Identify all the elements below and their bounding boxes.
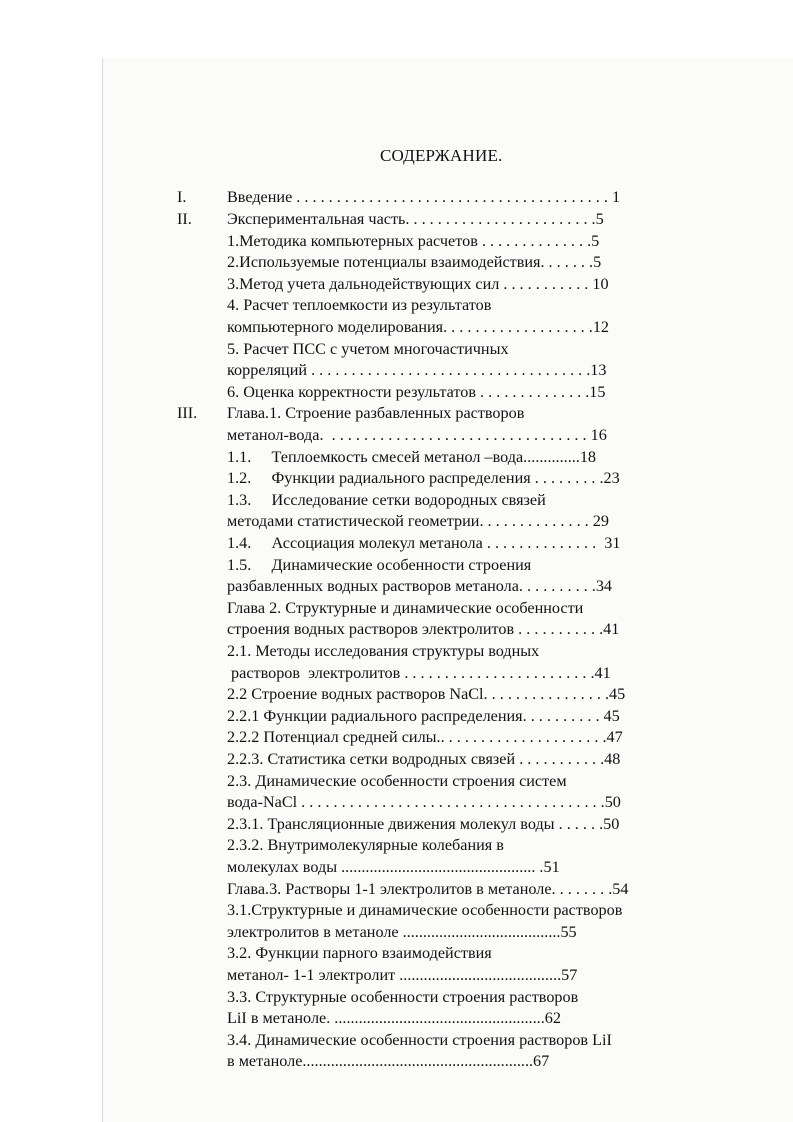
toc-entry: 1.1. Теплоемкость смесей метанол –вода..............18: [227, 448, 597, 466]
roman-numeral-iii: III.: [177, 404, 198, 422]
toc-entry: 3.Метод учета дальнодействующих сил . . . . . . . . . . . 10: [227, 275, 609, 293]
toc-entry: 3.2. Функции парного взаимодействия: [227, 944, 492, 962]
toc-entry: 1.Методика компьютерных расчетов . . . . . . . . . . . . . .5: [227, 232, 600, 250]
toc-entry: 2.2.3. Статистика сетки водродных связей . . . . . . . . . . .48: [227, 750, 621, 768]
toc-entry: методами статистической геометрии. . . . . . . . . . . . . . 29: [227, 512, 609, 530]
toc-title: СОДЕРЖАНИЕ.: [380, 146, 503, 165]
toc-entry: метанол- 1-1 электролит ........................................57: [227, 966, 578, 984]
toc-entry: 2.1. Методы исследования структуры водных: [227, 642, 540, 660]
toc-entry: электролитов в метаноле .......................................55: [227, 923, 577, 941]
toc-entry: корреляций . . . . . . . . . . . . . . . . . . . . . . . . . . . . . . . . . . .13: [227, 361, 607, 379]
toc-entry: LiI в метаноле. ....................................................62: [227, 1009, 561, 1027]
toc-entry: молекулах воды ................................................ .51: [227, 858, 560, 876]
toc-entry: 2.3.2. Внутримолекулярные колебания в: [227, 836, 504, 854]
toc-entry: Глава.1. Строение разбавленных растворов: [227, 404, 525, 422]
toc-entry: Введение . . . . . . . . . . . . . . . . . . . . . . . . . . . . . . . . . . . . . . . 1: [227, 188, 621, 206]
toc-entry: разбавленных водных растворов метанола. . . . . . . . . .34: [227, 577, 613, 595]
toc-entry: компьютерного моделирования. . . . . . . . . . . . . . . . . . .12: [227, 318, 610, 336]
toc-entry: 5. Расчет ПСС с учетом многочастичных: [227, 340, 509, 358]
toc-entry: Экспериментальная часть. . . . . . . . . . . . . . . . . . . . . . . .5: [227, 210, 604, 228]
toc-entry: 2.2 Строение водных растворов NaCl. . . . . . . . . . . . . . . .45: [227, 685, 626, 703]
toc-entry: Глава 2. Структурные и динамические особенности: [227, 599, 584, 617]
roman-numeral-ii: II.: [177, 210, 192, 228]
toc-entry: вода-NaCl . . . . . . . . . . . . . . . . . . . . . . . . . . . . . . . . . . . . . .50: [227, 793, 621, 811]
toc-entry: 1.3. Исследование сетки водородных связей: [227, 491, 546, 509]
toc-entry: 2.2.2 Потенциал средней силы.. . . . . . . . . . . . . . . . . . . . .47: [227, 728, 623, 746]
toc-entry: Глава.3. Растворы 1-1 электролитов в метаноле. . . . . . . .54: [227, 880, 629, 898]
toc-entry: 1.2. Функции радиального распределения . . . . . . . . .23: [227, 469, 620, 487]
toc-entry: 1.5. Динамические особенности строения: [227, 556, 532, 574]
toc-entry: 3.4. Динамические особенности строения растворов LiI: [227, 1031, 612, 1049]
toc-entry: строения водных растворов электролитов . . . . . . . . . . .41: [227, 620, 620, 638]
toc-entry: 2.Используемые потенциалы взаимодействия. . . . . . .5: [227, 253, 602, 271]
toc-entry: 6. Оценка корректности результатов . . . . . . . . . . . . . .15: [227, 383, 606, 401]
toc-entry: 2.3.1. Трансляционные движения молекул воды . . . . . .50: [227, 815, 620, 833]
toc-entry: 3.3. Структурные особенности строения растворов: [227, 988, 579, 1006]
toc-entry: 2.2.1 Функции радиального распределения. . . . . . . . . . 45: [227, 707, 620, 725]
toc-entry: 2.3. Динамические особенности строения систем: [227, 772, 567, 790]
toc-entry: 4. Расчет теплоемкости из результатов: [227, 296, 492, 314]
toc-entry: метанол-вода. . . . . . . . . . . . . . . . . . . . . . . . . . . . . . . . . 16: [227, 426, 607, 444]
toc-entry: 1.4. Ассоциация молекул метанола . . . . . . . . . . . . . . 31: [227, 534, 621, 552]
roman-numeral-i: I.: [177, 188, 187, 206]
toc-entry: 3.1.Структурные и динамические особенности растворов: [227, 901, 623, 919]
toc-entry: в метаноле.........................................................67: [227, 1052, 550, 1070]
toc-entry: растворов электролитов . . . . . . . . . . . . . . . . . . . . . . . .41: [227, 664, 611, 682]
